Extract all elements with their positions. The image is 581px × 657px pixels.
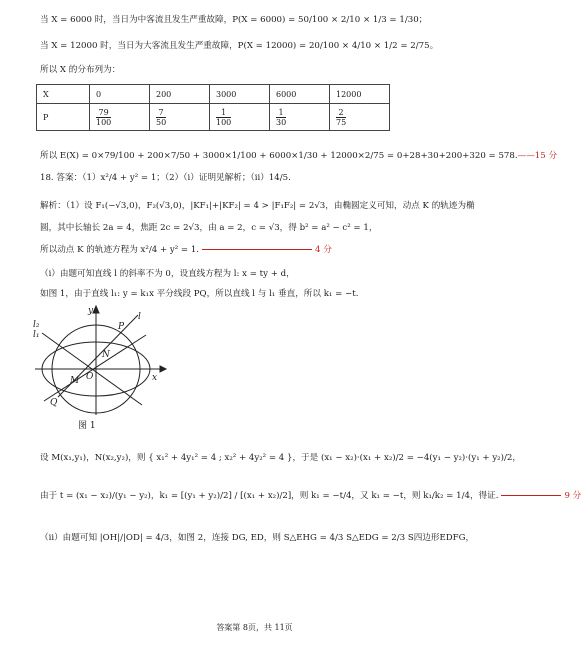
score-mark: 15 分 [534,151,558,161]
table-cell: 6000 [270,85,330,104]
part-ii-line: （ii）由题可知 |OH|/|OD| = 4/3，如图 2，连接 DG, ED，则 S△EHG = 4/3 S△EDG = 2/3 S四边形EDFG， [40,533,475,543]
trajectory-text: 所以动点 K 的轨迹方程为 x²/4 + y² = 1. [40,245,200,255]
table-cell: $\frac{79}{100}$ [90,104,150,131]
table-cell: $\frac{7}{50}$ [150,104,210,131]
y-axis-arrow [93,306,99,313]
label-n: N [102,350,110,360]
line-x-12000: 当 X = 12000 时，当日为大客流且发生严重故障，P(X = 12000) = 20/100 × 4/10 × 1/2 = 2/75。 [40,41,439,51]
score-mark: 4 分 [315,245,332,255]
table-cell: 3000 [210,85,270,104]
ellipse-figure [30,305,170,417]
distribution-intro: 所以 X 的分布列为： [40,65,121,75]
table-cell: $\frac{2}{75}$ [330,104,390,131]
line-x-6000: 当 X = 6000 时，当日为中客流且发生严重故障，P(X = 6000) = 50/100 × 2/10 × 1/3 = 1/30； [40,15,428,25]
distribution-table [36,84,390,131]
figure-caption: 图 1 [78,421,96,431]
label-o: O [86,372,94,382]
expectation-line: 所以 E(X) = 0×79/100 + 200×7/50 + 3000×1/100 + 6000×1/30 + 12000×2/75 = 0+28+30+200+320 = 578.——15 分 [40,151,558,161]
label-m: M [70,376,80,386]
label-y: y [88,306,94,316]
label-l: l [138,312,141,322]
label-q: Q [50,398,58,408]
x-axis-arrow [160,366,166,372]
label-l1: l₁ [33,330,40,340]
table-cell: $\frac{1}{30}$ [270,104,330,131]
trajectory-line [40,244,332,256]
page-footer: 答案第 8页，共 11页 [216,623,293,632]
expectation-text: 所以 E(X) = 0×79/100 + 200×7/50 + 3000×1/100 + 6000×1/30 + 12000×2/75 = 0+28+30+200+320 = 578. [40,151,518,161]
table-cell: 200 [150,85,210,104]
label-l2: l₂ [33,320,40,330]
table-cell: $\frac{1}{100}$ [210,104,270,131]
answer-18: 18. 答案：（1）x²/4 + y² = 1；（2）（i）证明见解析；（ii）14/5. [40,173,291,183]
solution-line-2: 圆，其中长轴长 2a = 4，焦距 2c = 2√3，由 a = 2，c = √3，得 b² = a² − c² = 1， [40,223,378,233]
table-cell: 0 [90,85,150,104]
proof-line [40,490,581,502]
part-i-line: （i）由题可知直线 l 的斜率不为 0，设直线方程为 l: x = ty + d， [40,269,295,279]
table-row [37,104,390,131]
label-x: x [152,373,158,383]
figure-ref-line: 如图 1，由于直线 l₁: y = k₁x 平分线段 PQ，所以直线 l 与 l₁ 垂直，所以 k₁ = −t. [40,289,359,299]
score-mark: 9 分 [564,491,581,501]
coordinate-line: 设 M(x₁,y₁)，N(x₂,y₂)，则 { x₁² + 4y₁² = 4 ; x₂² + 4y₂² = 4 }，于是 (x₁ − x₂)·(x₁ + x₂)/2 = −4(y₁ − y₂)·(y₁ + y₂)/2， [40,453,521,463]
solution-line-1: 解析：（1）设 F₁(−√3,0)，F₂(√3,0)，|KF₁|+|KF₂| = 4 > |F₁F₂| = 2√3，由椭圆定义可知，动点 K 的轨迹为椭 [40,201,475,211]
proof-text: 由于 t = (x₁ − x₂)/(y₁ − y₂)，k₁ = [(y₁ + y₂)/2] / [(x₁ + x₂)/2]，则 k₁ = −t/4，又 k₁ = −t，则 k₁/k₂ = 1/4，得证. [40,491,499,501]
table-header-p: P [37,104,90,131]
table-cell: 12000 [330,85,390,104]
table-header-x: X [37,85,90,104]
label-p: P [118,322,125,332]
table-row [37,85,390,104]
